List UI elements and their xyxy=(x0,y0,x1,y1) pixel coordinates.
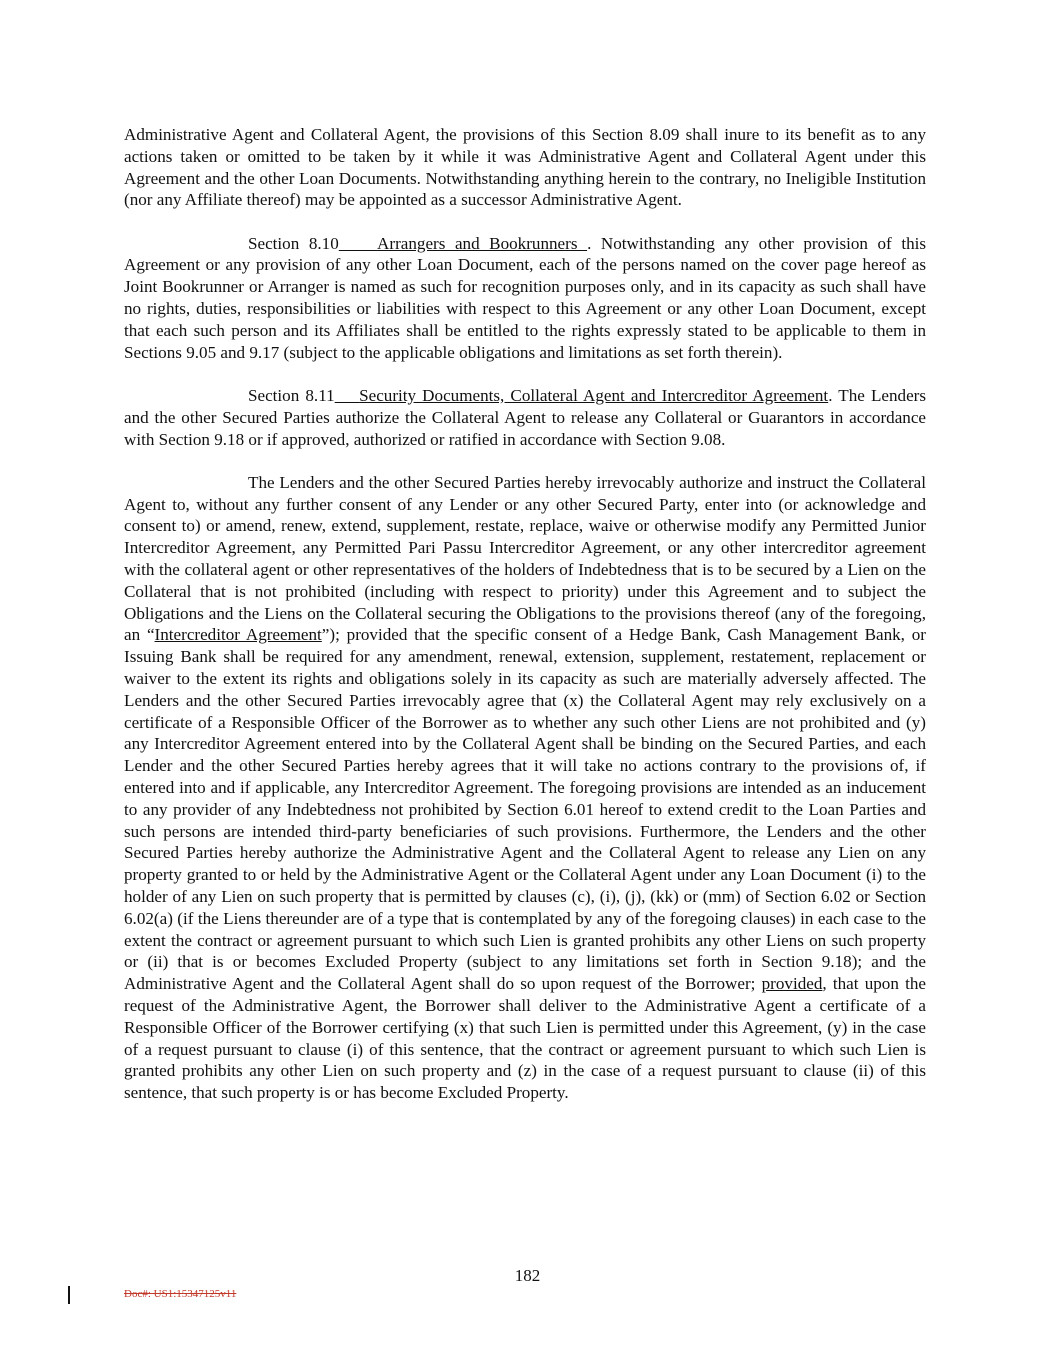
section-8-10-body: . Notwithstanding any other provision of this Agreement or any provision of any other Loan Document, each of the persons named on the cover page hereof as Joint Bookrunner or Arranger is named as such for recognition purposes only, and in its capacity as such shall have no rights, duties, responsibilities or liabilities with respect to this Agreement or any other Loan Document, except that each such person and its Affiliates shall be entitled to the rights expressly stated to be applicable to them in Sections 9.05 and 9.17 (subject to the applicable obligations and limitations as set forth therein). xyxy=(124,233,927,362)
intercreditor-paragraph xyxy=(124,472,926,1104)
intercreditor-paragraph-part-1: The Lenders and the other Secured Parties hereby irrevocably authorize and instruct the Collateral Agent to, without any further consent of any Lender or any other Secured Party, enter into (or acknowledge and consent to) or amend, renew, extend, supplement, restate, replace, waive or otherwise modify any Permitted Junior Intercreditor Agreement, any Permitted Pari Passu Intercreditor Agreement, or any other intercreditor agreement with the collateral agent or other representatives of the holders of Indebtedness that is to be secured by a Lien on the Collateral that is not prohibited (including with respect to priority) under this Agreement and to subject the Obligations and the Liens on the Collateral securing the Obligations to the provisions thereof (any of the foregoing, an “ xyxy=(124,472,926,645)
page-number: 182 xyxy=(514,1266,541,1285)
section-8-11-number: Section 8.11 xyxy=(248,385,335,405)
change-bar xyxy=(68,1286,70,1304)
section-8-11 xyxy=(124,385,926,450)
intercreditor-paragraph-part-3: , that upon the request of the Administrative Agent, the Borrower shall deliver to the Administrative Agent a certificate of a Responsible Officer of the Borrower certifying (x) that such Lien is permitted under this Agreement, (y) in the case of a request pursuant to clause (i) of this sentence, that the contract or agreement pursuant to which such Lien is granted prohibits any other Lien on such property and (z) in the case of a request pursuant to clause (ii) of this sentence, that such property is or has become Excluded Property. xyxy=(124,974,926,1103)
document-id: Doc#: US1:15347125v11 xyxy=(124,1288,237,1300)
section-8-10-heading-text: Arrangers and Bookrunners xyxy=(377,233,578,253)
section-8-10-number: Section 8.10 xyxy=(248,233,339,253)
section-8-10-heading xyxy=(339,234,587,253)
intercreditor-agreement-term: Intercreditor Agreement xyxy=(154,625,322,645)
document-body xyxy=(124,124,926,1104)
section-8-10 xyxy=(124,233,926,364)
intercreditor-paragraph-part-2: ”); provided that the specific consent of a Hedge Bank, Cash Management Bank, or Issuing Bank shall be required for any amendment, renewal, extension, supplement, restatement, replacement or waiver to the extent its rights and obligations solely in its capacity as such are materially adversely affected. The Lenders and the other Secured Parties irrevocably agree that (x) the Collateral Agent may rely exclusively on a certificate of a Responsible Officer of the Borrower as to whether any such other Liens are not prohibited and (y) any Intercreditor Agreement entered into by the Collateral Agent shall be binding on the Secured Parties, and each Lender and the other Secured Parties hereby agrees that it will take no actions contrary to the provisions of, if entered into and if applicable, any Intercreditor Agreement. The foregoing provisions are intended as an inducement to any provider of any Indebtedness not prohibited by Section 6.01 hereof to extend credit to the Loan Parties and such persons are intended third-party beneficiaries of such provisions. Furthermore, the Lenders and the other Secured Parties hereby authorize the Administrative Agent and the Collateral Agent to release any Lien on any property granted to or held by the Administrative Agent or the Collateral Agent under any Loan Document (i) to the holder of any Lien on such property that is permitted by clauses (c), (i), (j), (kk) or (mm) of Section 6.02 or Section 6.02(a) (if the Liens thereunder are of a type that is contemplated by any of the foregoing clauses) in each case to the extent the contract or agreement pursuant to which such Lien is granted prohibits any other Liens on such property or (ii) that is or becomes Excluded Property (subject to any limitations set forth in Section 9.18); and the Administrative Agent and the Collateral Agent shall do so upon request of the Borrower; xyxy=(124,625,926,994)
section-8-11-heading xyxy=(335,386,829,405)
paragraph-continuation: Administrative Agent and Collateral Agent, the provisions of this Section 8.09 shall inure to its benefit as to any actions taken or omitted to be taken by it while it was Administrative Agent and Collateral Agent under this Agreement and the other Loan Documents. Notwithstanding anything herein to the contrary, no Ineligible Institution (nor any Affiliate thereof) may be appointed as a successor Administrative Agent. xyxy=(124,125,926,210)
section-8-11-body: . The Lenders and the other Secured Parties authorize the Collateral Agent to release any Collateral or Guarantors in accordance with Section 9.18 or if approved, authorized or ratified in accordance with Section 9.08. xyxy=(124,385,926,449)
section-8-11-heading-text: Security Documents, Collateral Agent and Intercreditor Agreement xyxy=(359,385,829,405)
provided-term: provided xyxy=(761,974,823,994)
